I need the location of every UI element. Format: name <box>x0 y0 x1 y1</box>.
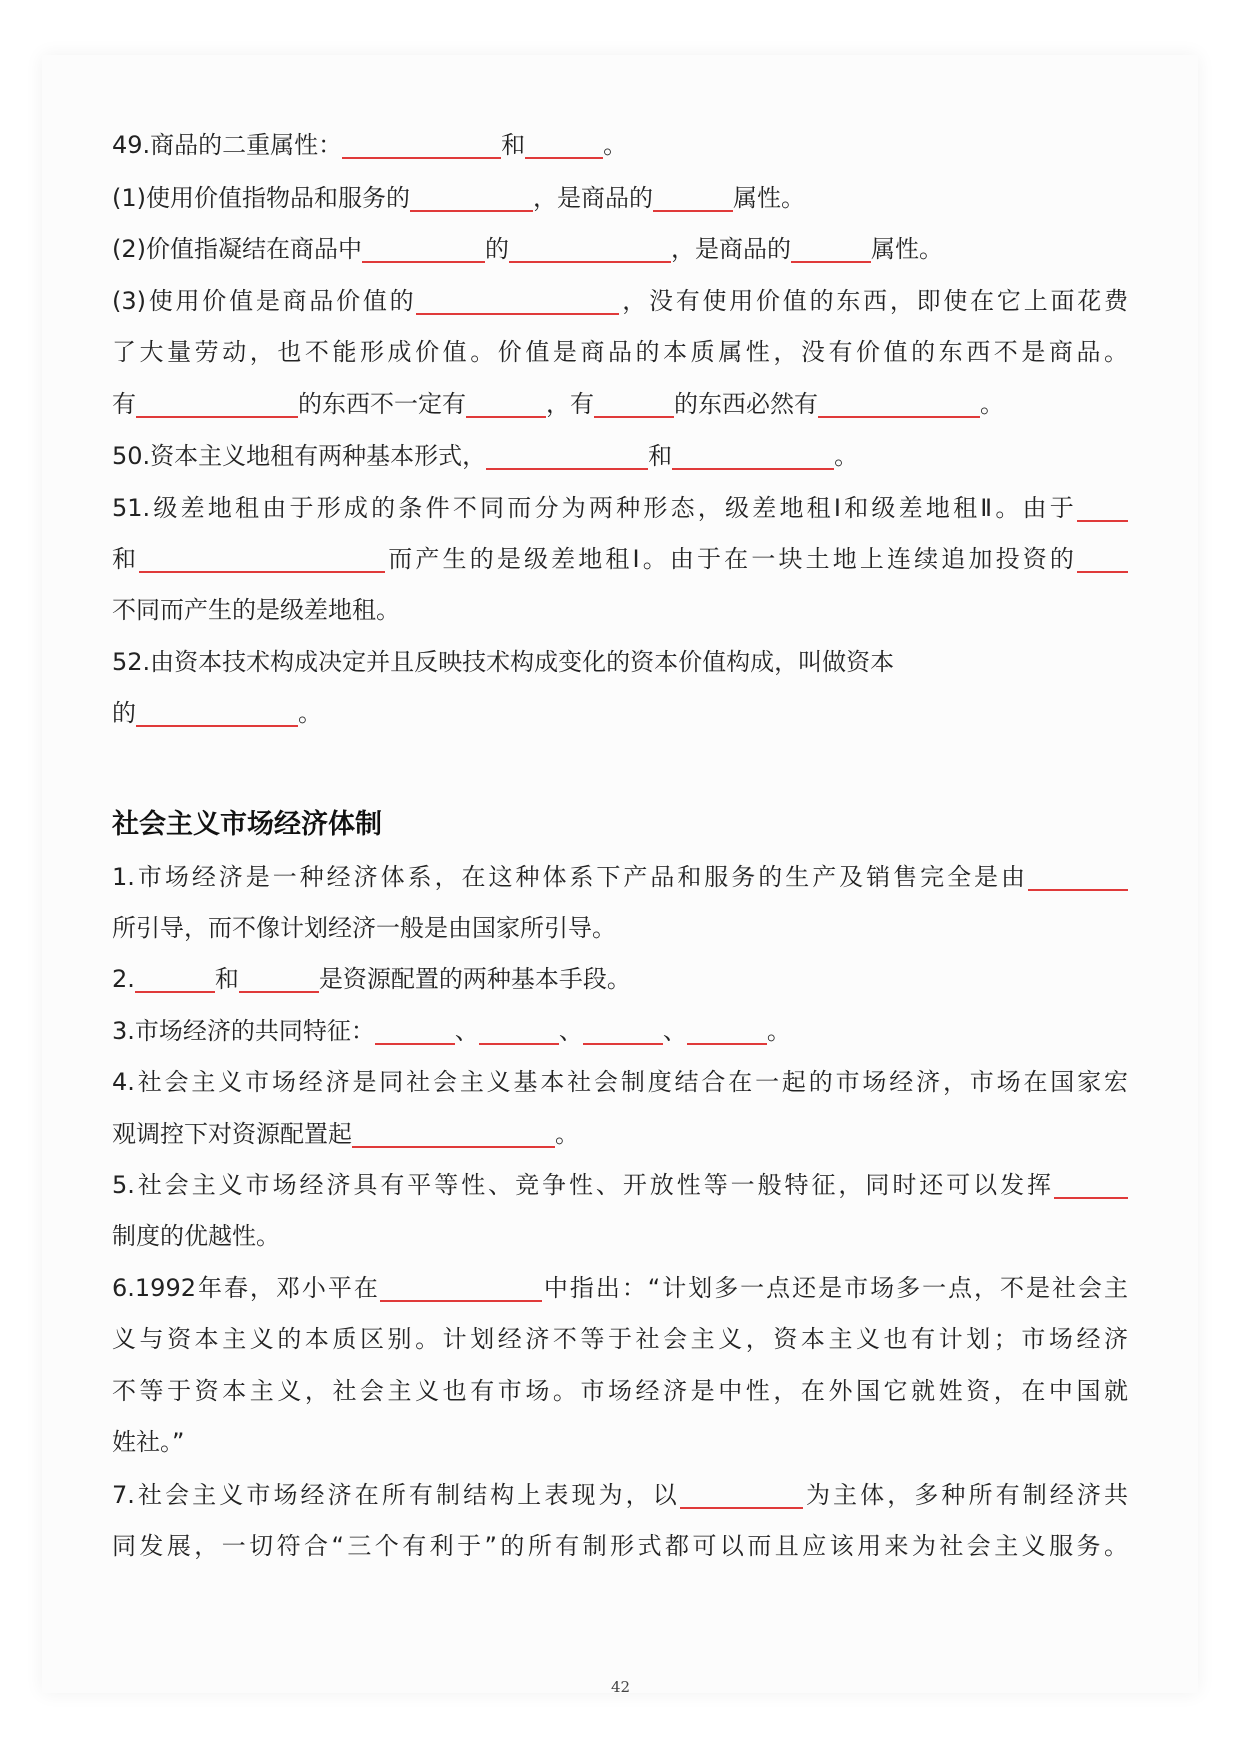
fill-in-blank[interactable] <box>680 1483 803 1509</box>
line-text: ，有 <box>546 390 594 418</box>
text-line <box>112 439 1128 473</box>
text-line <box>112 232 1128 266</box>
line-text: 52.由资本技术构成决定并且反映技术构成变化的资本价值构成，叫做资本 <box>112 648 895 676</box>
fill-in-blank[interactable] <box>1054 1173 1128 1199</box>
fill-in-blank[interactable] <box>791 237 871 263</box>
line-text: 和 <box>501 131 526 159</box>
line-text: 。 <box>298 699 322 727</box>
line-text: (2)价值指凝结在商品中 <box>112 235 362 263</box>
text-line <box>112 911 1128 945</box>
line-text: 。 <box>766 1017 791 1045</box>
fill-in-blank[interactable] <box>479 1019 559 1045</box>
line-text: 51.级差地租由于形成的条件不同而分为两种形态，级差地租Ⅰ和级差地租Ⅱ。由于 <box>112 494 1077 522</box>
text-line <box>112 1117 1128 1151</box>
text-line <box>112 1374 1128 1408</box>
line-text: 1.市场经济是一种经济体系，在这种体系下产品和服务的生产及销售完全是由 <box>112 863 1028 891</box>
text-line <box>112 335 1128 369</box>
fill-in-blank[interactable] <box>466 392 546 418</box>
line-text: ，没有使用价值的东西，即使在它上面花费 <box>619 287 1129 315</box>
text-line <box>112 696 1128 730</box>
fill-in-blank[interactable] <box>136 392 298 418</box>
line-text: 的东西必然有 <box>674 390 818 418</box>
line-text: 、 <box>558 1017 583 1045</box>
line-text: 中指出：“计划多一点还是市场多一点，不是社会主 <box>541 1274 1128 1302</box>
line-text: 、 <box>662 1017 687 1045</box>
text-line <box>112 1529 1128 1563</box>
line-text: 有 <box>112 390 136 418</box>
text-line <box>112 181 1128 215</box>
line-text: 50.资本主义地租有两种基本形式， <box>112 442 487 470</box>
text-line <box>112 1014 1128 1048</box>
line-text: 和 <box>214 965 239 993</box>
fill-in-blank[interactable] <box>362 237 485 263</box>
fill-in-blank[interactable] <box>687 1019 767 1045</box>
line-text: 为主体，多种所有制经济共 <box>802 1481 1128 1509</box>
line-text: 了大量劳动，也不能形成价值。价值是商品的本质属性，没有价值的东西不是商品。 <box>112 338 1128 366</box>
fill-in-blank[interactable] <box>1077 496 1128 522</box>
text-line <box>112 1322 1128 1356</box>
text-line <box>112 1478 1128 1512</box>
text-line <box>112 1425 1128 1459</box>
line-text: 、 <box>454 1017 479 1045</box>
line-text: 7.社会主义市场经济在所有制结构上表现为，以 <box>112 1481 680 1509</box>
line-text: 属性。 <box>733 184 805 212</box>
fill-in-blank[interactable] <box>342 133 501 159</box>
fill-in-blank[interactable] <box>653 186 733 212</box>
text-line <box>112 387 1128 421</box>
line-text: 。 <box>555 1120 579 1148</box>
line-text: 观调控下对资源配置起 <box>112 1120 352 1148</box>
line-text: 的东西不一定有 <box>298 390 466 418</box>
fill-in-blank[interactable] <box>1077 547 1128 573</box>
line-text: (3)使用价值是商品价值的 <box>112 287 417 315</box>
section-heading: 社会主义市场经济体制 <box>112 809 382 840</box>
fill-in-blank[interactable] <box>1028 865 1128 891</box>
line-text: 5.社会主义市场经济具有平等性、竞争性、开放性等一般特征，同时还可以发挥 <box>112 1171 1054 1199</box>
text-line <box>112 491 1128 525</box>
fill-in-blank[interactable] <box>352 1122 555 1148</box>
fill-in-blank[interactable] <box>672 444 834 470</box>
text-line <box>112 1065 1128 1099</box>
fill-in-blank[interactable] <box>486 444 648 470</box>
line-text: 同发展，一切符合“三个有利于”的所有制形式都可以而且应该用来为社会主义服务。 <box>112 1532 1128 1560</box>
fill-in-blank[interactable] <box>416 289 619 315</box>
line-text: 。 <box>603 131 628 159</box>
line-text: 和 <box>112 545 140 573</box>
line-text: ，是商品的 <box>671 235 791 263</box>
text-line <box>112 593 1128 627</box>
line-text: 姓社。” <box>112 1428 185 1456</box>
fill-in-blank[interactable] <box>139 547 385 573</box>
line-text: 所引导，而不像计划经济一般是由国家所引导。 <box>112 914 616 942</box>
fill-in-blank[interactable] <box>818 392 980 418</box>
line-text: 4.社会主义市场经济是同社会主义基本社会制度结合在一起的市场经济，市场在国家宏 <box>112 1068 1128 1096</box>
line-text: 和 <box>648 442 673 470</box>
line-text: 49.商品的二重属性： <box>112 131 343 159</box>
text-line <box>112 962 1128 996</box>
line-text: ，是商品的 <box>533 184 653 212</box>
line-text: 的 <box>485 235 509 263</box>
fill-in-blank[interactable] <box>136 701 298 727</box>
line-text: 而产生的是级差地租Ⅰ。由于在一块土地上连续追加投资的 <box>385 545 1077 573</box>
line-text: 。 <box>834 442 859 470</box>
page-number: 42 <box>610 1678 631 1696</box>
fill-in-blank[interactable] <box>239 967 319 993</box>
line-text: 属性。 <box>871 235 943 263</box>
line-text: 不同而产生的是级差地租。 <box>112 596 400 624</box>
line-text: 制度的优越性。 <box>112 1222 280 1250</box>
fill-in-blank[interactable] <box>410 186 533 212</box>
fill-in-blank[interactable] <box>509 237 671 263</box>
text-line <box>112 284 1128 318</box>
line-text: 是资源配置的两种基本手段。 <box>318 965 631 993</box>
fill-in-blank[interactable] <box>380 1276 542 1302</box>
text-line <box>112 860 1128 894</box>
text-line <box>112 128 1128 162</box>
text-line <box>112 645 1128 679</box>
line-text: 6.1992年春，邓小平在 <box>112 1274 380 1302</box>
line-text: 。 <box>980 390 1004 418</box>
line-text: (1)使用价值指物品和服务的 <box>112 184 410 212</box>
line-text: 义与资本主义的本质区别。计划经济不等于社会主义，资本主义也有计划；市场经济 <box>112 1325 1128 1353</box>
text-line <box>112 542 1128 576</box>
line-text: 3.市场经济的共同特征： <box>112 1017 375 1045</box>
fill-in-blank[interactable] <box>583 1019 663 1045</box>
text-line <box>112 1271 1128 1305</box>
line-text: 的 <box>112 699 136 727</box>
text-line <box>112 1168 1128 1202</box>
fill-in-blank[interactable] <box>594 392 674 418</box>
text-line <box>112 1219 1128 1253</box>
fill-in-blank[interactable] <box>375 1019 455 1045</box>
line-text: 2. <box>112 965 135 993</box>
fill-in-blank[interactable] <box>135 967 215 993</box>
fill-in-blank[interactable] <box>525 133 603 159</box>
line-text: 不等于资本主义，社会主义也有市场。市场经济是中性，在外国它就姓资，在中国就 <box>112 1377 1128 1405</box>
